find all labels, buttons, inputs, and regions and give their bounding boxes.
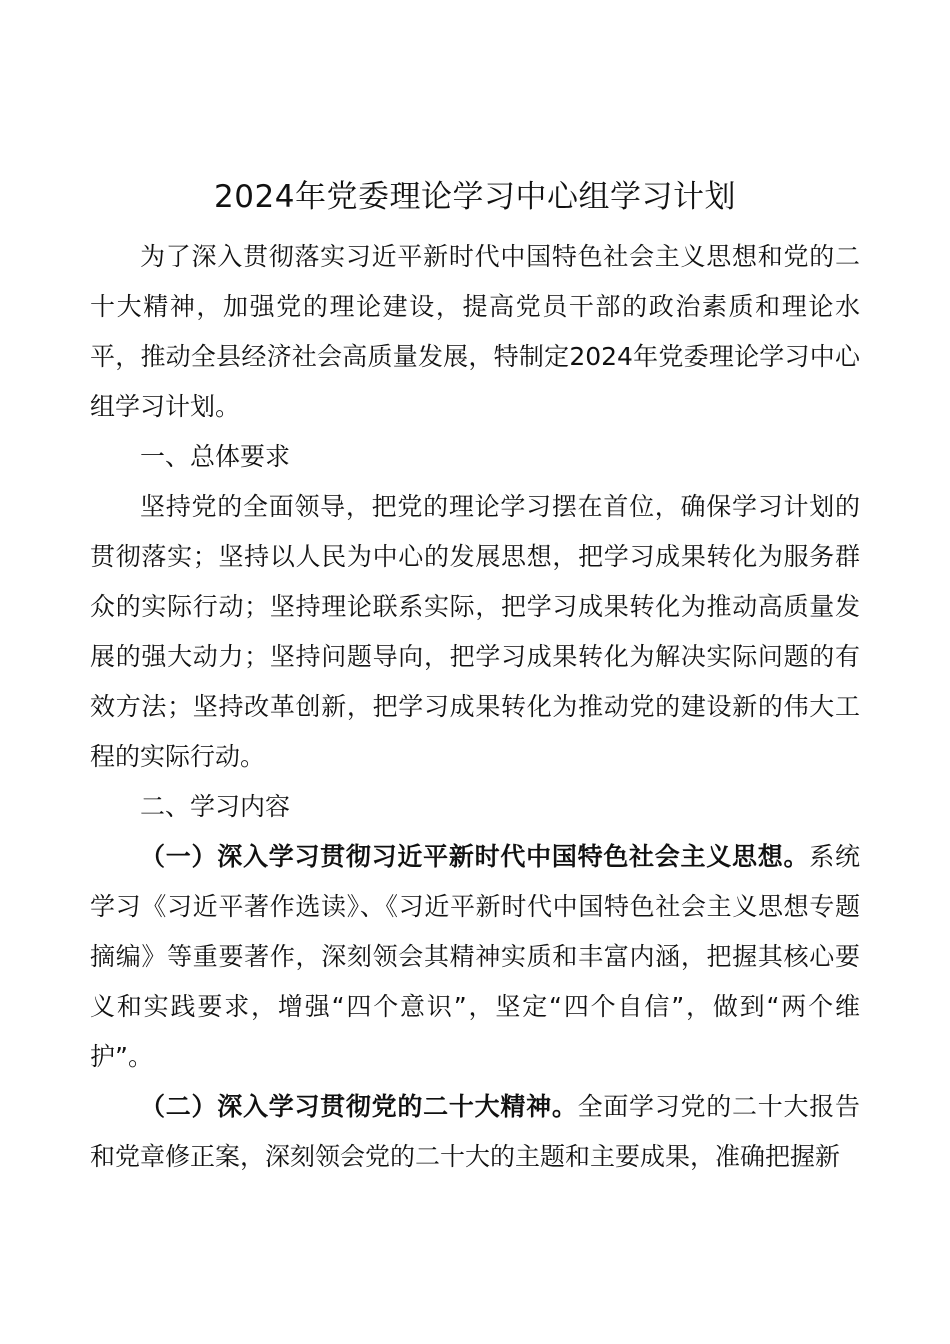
intro-paragraph: 为了深入贯彻落实习近平新时代中国特色社会主义思想和党的二十大精神，加强党的理论建设，提高党员干部的政治素质和理论水平，推动全县经济社会高质量发展，特制定2024年党委理论学习中心组学习计划。 — [90, 242, 860, 421]
document-title: 2024年党委理论学习中心组学习计划 — [214, 179, 736, 215]
section-heading-general-requirements: 一、总体要求 — [140, 442, 291, 471]
study-item-2-lead: （二）深入学习贯彻党的二十大精神。 — [140, 1092, 578, 1121]
study-item-1 — [90, 832, 860, 1082]
study-item-2-text: 全面学习党的二十大报告和党章修正案，深刻领会党的二十大的主题和主要成果，准确把握新 — [90, 1092, 860, 1171]
section-heading-study-content: 二、学习内容 — [140, 792, 291, 821]
study-item-1-lead: （一）深入学习贯彻习近平新时代中国特色社会主义思想。 — [140, 842, 810, 871]
study-item-1-text: 系统学习《习近平著作选读》、《习近平新时代中国特色社会主义思想专题摘编》等重要著作，深刻领会其精神实质和丰富内涵，把握其核心要义和实践要求，增强“四个意识”，坚定“四个自信”，做到“两个维护”。 — [90, 842, 860, 1071]
general-requirements-paragraph: 坚持党的全面领导，把党的理论学习摆在首位，确保学习计划的贯彻落实；坚持以人民为中心的发展思想，把学习成果转化为服务群众的实际行动；坚持理论联系实际，把学习成果转化为推动高质量发展的强大动力；坚持问题导向，把学习成果转化为解决实际问题的有效方法；坚持改革创新，把学习成果转化为推动党的建设新的伟大工程的实际行动。 — [90, 492, 860, 771]
document-body — [90, 232, 860, 1182]
study-item-2 — [90, 1082, 860, 1182]
